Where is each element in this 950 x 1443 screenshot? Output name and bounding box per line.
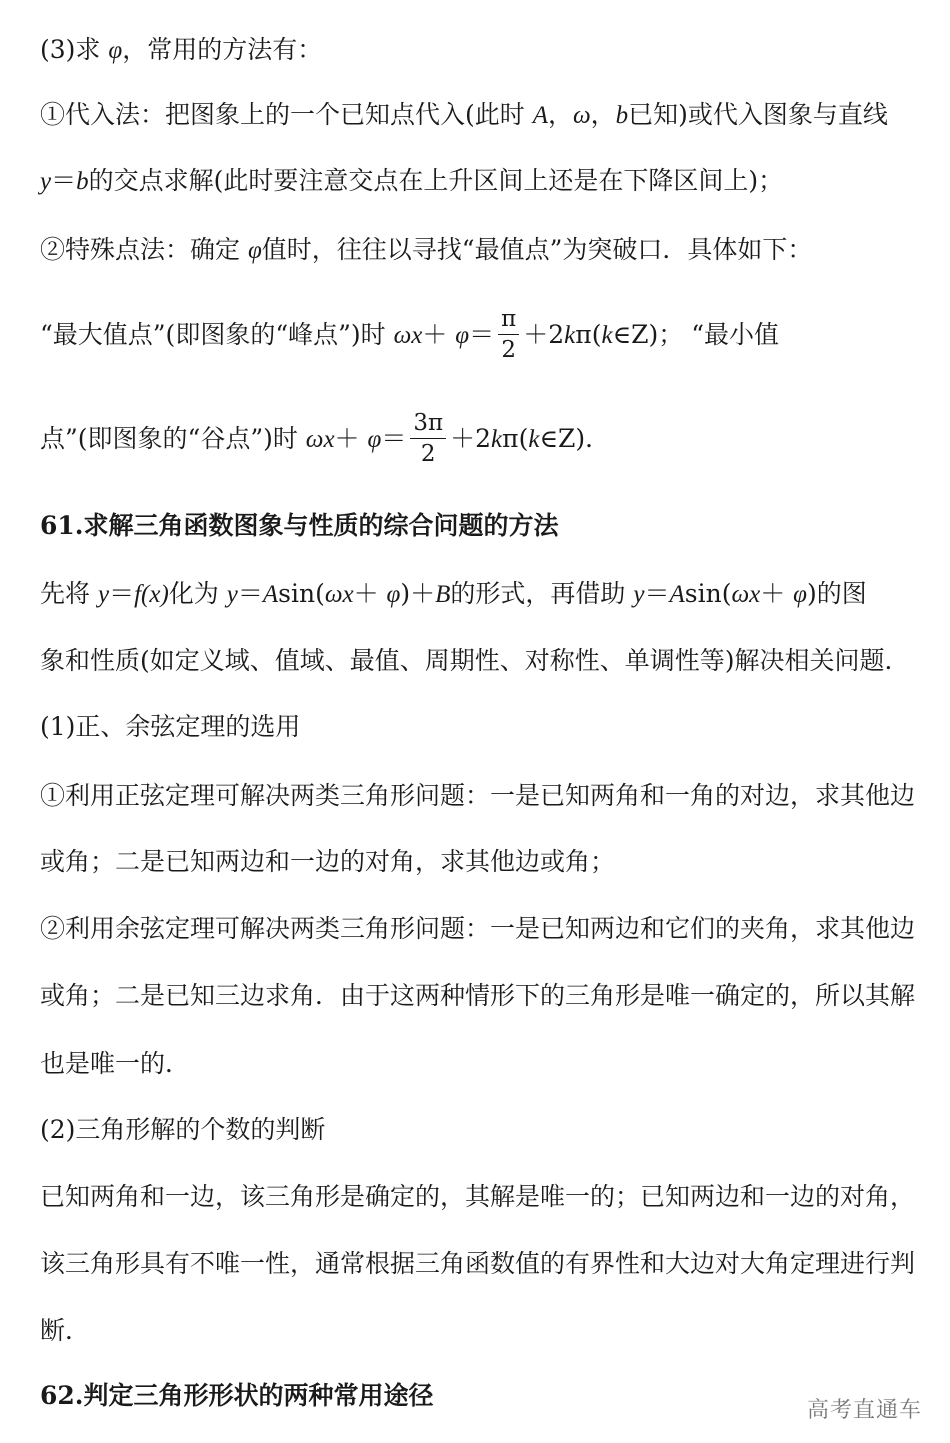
text: 值时，往往以寻找“最值点”为突破口．具体如下：	[261, 235, 813, 264]
section-label: (3)求	[40, 35, 109, 64]
text: (	[518, 424, 529, 453]
var-k: k	[491, 426, 503, 453]
cosine-rule-line-1: ②利用余弦定理可解决两类三角形问题：一是已知两边和它们的夹角，求其他边	[40, 914, 916, 943]
fraction-numerator: 3π	[413, 410, 444, 436]
omega-x: ωx	[305, 426, 335, 453]
section-3-line	[40, 34, 322, 67]
solution-count-line-2: 该三角形具有不唯一性，通常根据三角函数值的有界性和大边对大角定理进行判	[40, 1249, 916, 1278]
var-b: b	[615, 102, 629, 129]
equals: ＝	[109, 579, 135, 608]
equals: ＝	[237, 579, 263, 608]
phi-symbol: φ	[386, 581, 401, 608]
var-a: A	[532, 102, 548, 129]
pi-symbol: π	[502, 424, 519, 453]
text: ，	[547, 100, 573, 129]
equals: ＝	[644, 579, 670, 608]
text: 先将	[40, 579, 98, 608]
text: 的交点求解(此时要注意交点在上升区间上还是在下降区间上)；	[88, 166, 784, 195]
phi-symbol: φ	[108, 37, 123, 64]
phi-symbol: φ	[247, 237, 262, 264]
min-point-line	[40, 405, 610, 474]
text: ∈Z)．	[539, 424, 611, 453]
cosine-rule-line-2: 或角；二是已知三边求角．由于这两种情形下的三角形是唯一确定的，所以其解	[40, 981, 916, 1010]
fraction-denominator: 2	[420, 441, 436, 467]
plus: ＋	[353, 579, 387, 608]
text: ①代入法：把图象上的一个已知点代入(此时	[40, 100, 533, 129]
plus: ＋	[334, 424, 368, 453]
text: 的形式，再借助	[450, 579, 634, 608]
sine-rule-line-1: ①利用正弦定理可解决两类三角形问题：一是已知两角和一角的对边，求其他边	[40, 781, 916, 810]
var-y: y	[226, 581, 238, 608]
solution-count-line-1: 已知两角和一边，该三角形是确定的，其解是唯一的；已知两边和一边的对角，	[40, 1182, 916, 1211]
var-k: k	[601, 322, 613, 349]
omega-x: ωx	[393, 322, 423, 349]
para-61-line-2: 象和性质(如定义域、值域、最值、周期性、对称性、单调性等)解决相关问题．	[40, 646, 910, 675]
text: 点”(即图象的“谷点”)时	[40, 424, 306, 453]
omega-symbol: ω	[573, 102, 591, 129]
phi-symbol: φ	[367, 426, 382, 453]
equals: ＝	[469, 320, 495, 349]
text: 化为	[168, 579, 227, 608]
var-y: y	[633, 581, 645, 608]
sine-rule-line-2: 或角；二是已知两边和一边的对角，求其他边或角；	[40, 847, 616, 876]
sin-function: sin(	[278, 579, 325, 608]
text: ＋2	[450, 424, 492, 453]
cosine-rule-line-3: 也是唯一的．	[40, 1049, 191, 1078]
text: )的图	[807, 579, 867, 608]
var-f: f	[134, 581, 142, 608]
method-1-line-1	[40, 99, 888, 132]
var-y: y	[40, 168, 52, 195]
fraction-denominator: 2	[501, 337, 517, 363]
text: 已知)或代入图象与直线	[628, 100, 888, 129]
subsection-1-title: (1)正、余弦定理的选用	[40, 712, 301, 741]
phi-symbol: φ	[793, 581, 808, 608]
equals: ＝	[51, 166, 77, 195]
var-x: (x)	[141, 581, 169, 608]
subsection-2-title: (2)三角形解的个数的判断	[40, 1115, 326, 1144]
plus: ＋	[422, 320, 456, 349]
text: “最大值点”(即图象的“峰点”)时	[40, 320, 394, 349]
equals: ＝	[381, 424, 407, 453]
fraction-pi-over-2	[498, 304, 519, 365]
watermark: 高考直通车	[806, 1398, 922, 1423]
omega-x: ωx	[731, 581, 761, 608]
section-text: ，常用的方法有：	[122, 35, 323, 64]
var-b-upper: B	[435, 581, 451, 608]
omega-x: ωx	[324, 581, 354, 608]
heading-62: 62.判定三角形形状的两种常用途径	[40, 1381, 434, 1410]
phi-symbol: φ	[455, 322, 470, 349]
fraction-numerator: π	[501, 306, 517, 332]
text: )＋	[400, 579, 436, 608]
var-a: A	[262, 581, 279, 608]
var-k: k	[528, 426, 540, 453]
solution-count-line-3: 断．	[40, 1316, 91, 1345]
max-point-line	[40, 301, 779, 370]
text: ∈Z)；	[612, 320, 684, 349]
var-y: y	[97, 581, 110, 608]
sin-function: sin(	[684, 579, 732, 608]
heading-61: 61.求解三角函数图象与性质的综合问题的方法	[40, 511, 559, 540]
text: (	[591, 320, 602, 349]
var-b: b	[76, 168, 89, 195]
pi-symbol: π	[575, 320, 592, 349]
method-2-line	[40, 234, 812, 267]
text: “最小值	[691, 320, 779, 349]
text: ＋2	[523, 320, 565, 349]
para-61-line-1	[40, 578, 867, 611]
text: ②特殊点法：确定	[40, 235, 248, 264]
var-k: k	[564, 322, 576, 349]
method-1-line-2	[40, 165, 783, 198]
plus: ＋	[760, 579, 794, 608]
fraction-3pi-over-2	[410, 408, 446, 469]
text: ，	[590, 100, 616, 129]
var-a: A	[669, 581, 685, 608]
